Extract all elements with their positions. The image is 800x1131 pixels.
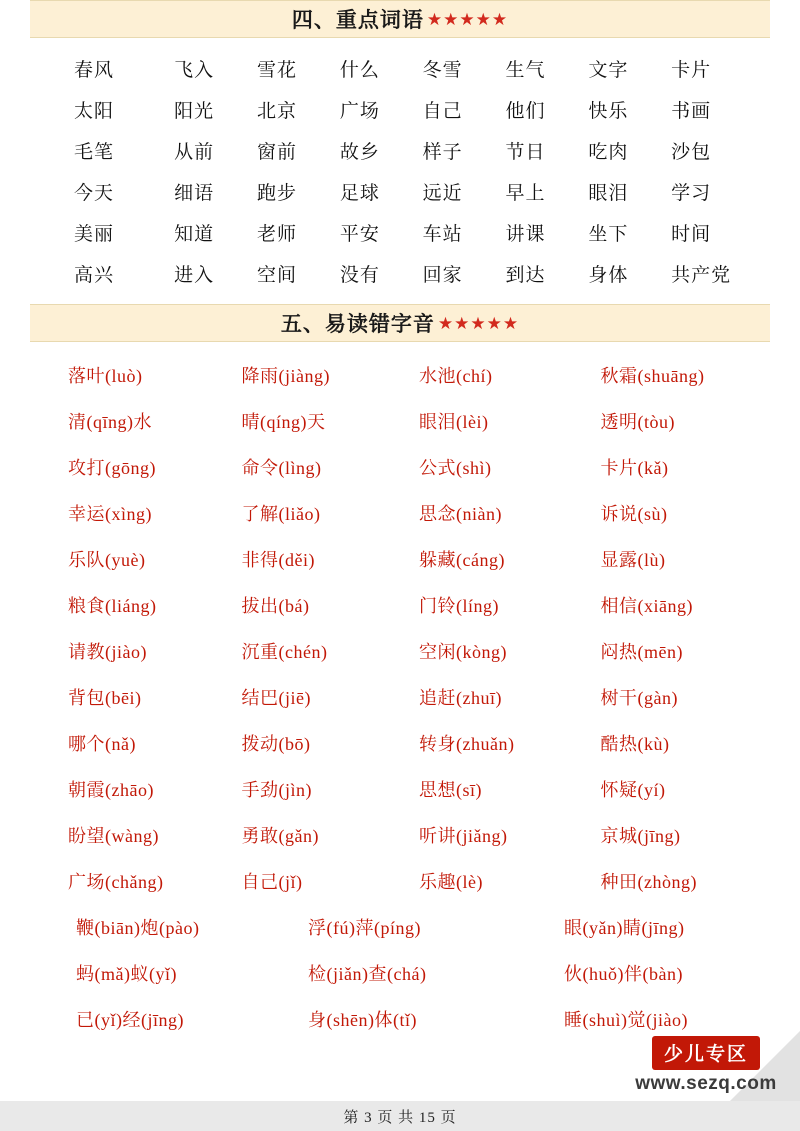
word-cell: 飞入 — [174, 60, 215, 81]
word-cell: 他们 — [505, 101, 546, 122]
pinyin-cell: 盼望(wàng) — [68, 826, 159, 846]
pinyin-cell: 秋霜(shuāng) — [600, 366, 705, 386]
word-cell: 自己 — [422, 101, 463, 122]
pinyin-cell: 卡片(kǎ) — [600, 458, 669, 478]
pinyin-cell: 水池(chí) — [419, 366, 493, 386]
pinyin-row — [40, 444, 760, 490]
pinyin-row — [40, 858, 760, 904]
word-cell: 快乐 — [588, 101, 629, 122]
word-cell: 吃肉 — [588, 142, 629, 163]
pinyin-cell: 拨动(bō) — [241, 734, 311, 754]
pinyin-row — [40, 536, 760, 582]
word-cell: 冬雪 — [422, 60, 463, 81]
word-cell: 空间 — [257, 265, 298, 286]
page-number-label: 第 3 页 共 15 页 — [343, 1109, 457, 1126]
page-footer — [0, 1101, 800, 1131]
watermark-badge: 少儿专区 — [652, 1036, 760, 1070]
word-cell: 美丽 — [74, 224, 115, 245]
word-cell: 细语 — [174, 183, 215, 204]
section-title-5: 五、易读错字音 — [280, 312, 435, 336]
pinyin-row — [40, 628, 760, 674]
pinyin-row — [40, 904, 760, 950]
pinyin-cell: 已(yǐ)经(jīng) — [76, 1010, 184, 1030]
word-cell: 讲课 — [505, 224, 546, 245]
pinyin-cell: 门铃(líng) — [419, 596, 499, 616]
word-cell: 身体 — [588, 265, 629, 286]
section-header-5 — [30, 304, 770, 342]
pinyin-cell: 伙(huǒ)伴(bàn) — [564, 964, 683, 984]
pinyin-cell: 身(shēn)体(tǐ) — [308, 1010, 417, 1030]
pinyin-cell: 沉重(chén) — [241, 642, 328, 662]
pinyin-cell: 鞭(biān)炮(pào) — [76, 918, 200, 938]
pinyin-cell: 背包(bēi) — [68, 688, 142, 708]
pinyin-cell: 请教(jiào) — [68, 642, 147, 662]
pinyin-cell: 拔出(bá) — [241, 596, 310, 616]
word-cell: 平安 — [339, 224, 380, 245]
pinyin-row — [40, 582, 760, 628]
word-cell: 沙包 — [671, 142, 712, 163]
pinyin-cell: 朝霞(zhāo) — [68, 780, 154, 800]
word-cell: 窗前 — [257, 142, 298, 163]
pinyin-cell: 眼(yǎn)睛(jīng) — [564, 918, 685, 938]
word-cell: 北京 — [257, 101, 298, 122]
pinyin-cell: 透明(tòu) — [600, 412, 675, 432]
pinyin-cell: 种田(zhòng) — [600, 872, 697, 892]
word-cell: 时间 — [671, 224, 712, 245]
pinyin-row — [40, 720, 760, 766]
watermark-url: www.sezq.com — [635, 1073, 777, 1094]
pinyin-cell: 思念(niàn) — [419, 504, 502, 524]
pinyin-cell: 睡(shuì)觉(jiào) — [564, 1010, 688, 1030]
word-row — [46, 255, 754, 292]
word-cell: 故乡 — [339, 142, 380, 163]
word-cell: 生气 — [505, 60, 546, 81]
pinyin-row — [40, 950, 760, 996]
pinyin-cell: 思想(sī) — [419, 780, 482, 800]
pinyin-cell: 蚂(mǎ)蚁(yǐ) — [76, 964, 177, 984]
pinyin-row — [40, 766, 760, 812]
pinyin-cell: 哪个(nǎ) — [68, 734, 136, 754]
word-cell: 学习 — [671, 183, 712, 204]
section-stars-5: ★★★★★ — [437, 313, 520, 333]
pinyin-cell: 转身(zhuǎn) — [419, 734, 515, 754]
pinyin-cell: 检(jiǎn)查(chá) — [308, 964, 427, 984]
pinyin-cell: 晴(qíng)天 — [241, 412, 326, 432]
pinyin-cell: 攻打(gōng) — [68, 458, 156, 478]
pinyin-cell: 结巴(jiē) — [241, 688, 311, 708]
word-row — [46, 91, 754, 128]
pinyin-cell: 手劲(jìn) — [241, 780, 312, 800]
pinyin-row — [40, 674, 760, 720]
word-cell: 毛笔 — [74, 142, 115, 163]
pinyin-cell: 落叶(luò) — [68, 366, 143, 386]
section-title-4: 四、重点词语 — [291, 8, 424, 32]
word-cell: 高兴 — [74, 265, 115, 286]
word-cell: 文字 — [588, 60, 629, 81]
pinyin-cell: 公式(shì) — [419, 458, 492, 478]
word-cell: 节日 — [505, 142, 546, 163]
pinyin-cell: 勇敢(gǎn) — [241, 826, 319, 846]
word-cell: 样子 — [422, 142, 463, 163]
pinyin-cell: 自己(jǐ) — [241, 872, 303, 892]
pinyin-cell: 粮食(liáng) — [68, 596, 157, 616]
word-cell: 车站 — [422, 224, 463, 245]
pinyin-cell: 了解(liǎo) — [241, 504, 321, 524]
pinyin-list — [30, 342, 770, 1042]
pinyin-cell: 眼泪(lèi) — [419, 412, 489, 432]
word-row — [46, 214, 754, 251]
key-words-grid — [30, 38, 770, 304]
word-row — [46, 173, 754, 210]
word-cell: 今天 — [74, 183, 115, 204]
word-cell: 共产党 — [671, 265, 732, 286]
word-cell: 回家 — [422, 265, 463, 286]
pinyin-cell: 幸运(xìng) — [68, 504, 152, 524]
pinyin-cell: 显露(lù) — [600, 550, 666, 570]
pinyin-cell: 非得(děi) — [241, 550, 315, 570]
pinyin-cell: 空闲(kòng) — [419, 642, 507, 662]
word-cell: 到达 — [505, 265, 546, 286]
pinyin-cell: 相信(xiāng) — [600, 596, 693, 616]
word-cell: 春风 — [74, 60, 115, 81]
pinyin-row — [40, 352, 760, 398]
pinyin-cell: 浮(fú)萍(píng) — [308, 918, 421, 938]
pinyin-cell: 追赶(zhuī) — [419, 688, 502, 708]
word-cell: 眼泪 — [588, 183, 629, 204]
pinyin-cell: 树干(gàn) — [600, 688, 678, 708]
section-header-4 — [30, 0, 770, 38]
pinyin-cell: 降雨(jiàng) — [241, 366, 330, 386]
pinyin-cell: 乐趣(lè) — [419, 872, 483, 892]
word-cell: 足球 — [339, 183, 380, 204]
word-cell: 远近 — [422, 183, 463, 204]
pinyin-cell: 躲藏(cáng) — [419, 550, 505, 570]
word-cell: 知道 — [174, 224, 215, 245]
word-cell: 进入 — [174, 265, 215, 286]
pinyin-row — [40, 398, 760, 444]
pinyin-row — [40, 812, 760, 858]
pinyin-cell: 怀疑(yí) — [600, 780, 666, 800]
pinyin-cell: 听讲(jiǎng) — [419, 826, 508, 846]
pinyin-cell: 京城(jīng) — [600, 826, 681, 846]
pinyin-row — [40, 490, 760, 536]
word-cell: 早上 — [505, 183, 546, 204]
word-cell: 卡片 — [671, 60, 712, 81]
pinyin-cell: 乐队(yuè) — [68, 550, 146, 570]
word-cell: 什么 — [339, 60, 380, 81]
word-cell: 阳光 — [174, 101, 215, 122]
word-cell: 坐下 — [588, 224, 629, 245]
section-stars-4: ★★★★★ — [426, 9, 509, 29]
word-cell: 老师 — [257, 224, 298, 245]
word-row — [46, 132, 754, 169]
word-cell: 跑步 — [257, 183, 298, 204]
word-cell: 从前 — [174, 142, 215, 163]
pinyin-cell: 酷热(kù) — [600, 734, 670, 754]
word-row — [46, 50, 754, 87]
pinyin-cell: 广场(chǎng) — [68, 872, 164, 892]
word-cell: 雪花 — [257, 60, 298, 81]
pinyin-cell: 命令(lìng) — [241, 458, 322, 478]
pinyin-cell: 诉说(sù) — [600, 504, 668, 524]
pinyin-cell: 闷热(mēn) — [600, 642, 683, 662]
word-cell: 广场 — [339, 101, 380, 122]
word-cell: 太阳 — [74, 101, 115, 122]
pinyin-cell: 清(qīng)水 — [68, 412, 152, 432]
word-cell: 书画 — [671, 101, 712, 122]
word-cell: 没有 — [339, 265, 380, 286]
watermark — [628, 1036, 784, 1095]
